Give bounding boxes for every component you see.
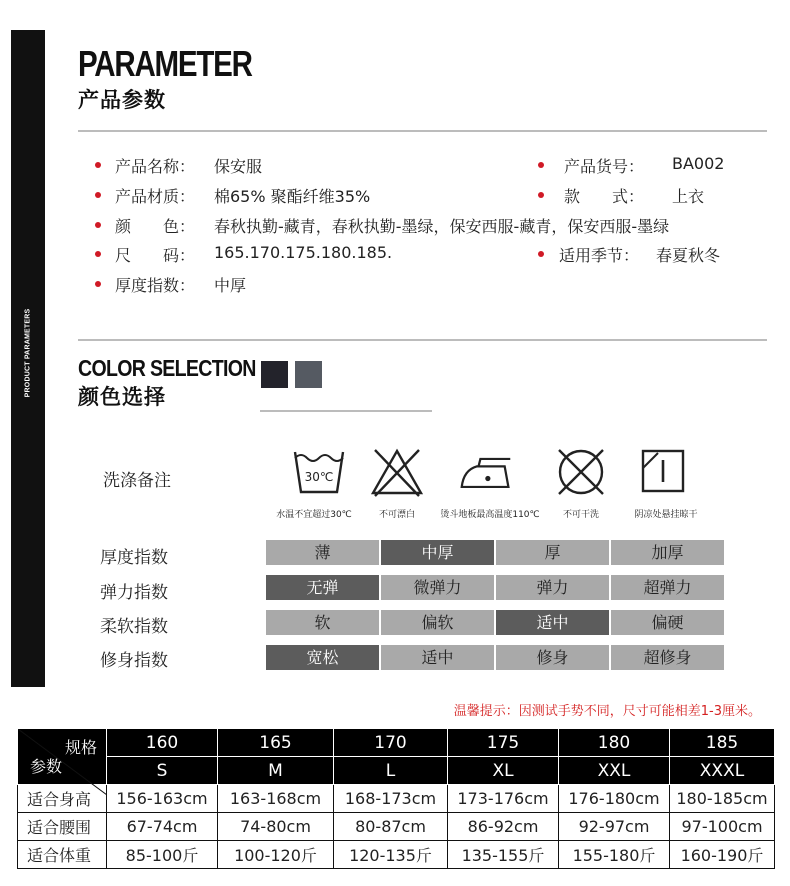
param-label: 产品材质：	[115, 187, 196, 206]
table-row	[18, 841, 775, 869]
param-value: 保安服	[214, 157, 263, 176]
side-label: PRODUCT PARAMETERS	[24, 308, 32, 398]
bullet-dot	[538, 251, 544, 257]
washing-label: 洗涤备注	[103, 471, 171, 491]
no-bleach-icon	[369, 446, 425, 498]
index-option: 超弹力	[611, 575, 724, 600]
bullet-dot	[95, 281, 101, 287]
param-label: 产品货号：	[564, 157, 645, 176]
wash-caption: 不可漂白	[378, 510, 416, 520]
bullet-dot	[95, 192, 101, 198]
param-value: 春夏秋冬	[656, 246, 721, 265]
table-cell: 168-173cm	[334, 785, 448, 813]
corner-header-bottom: 参数	[30, 757, 63, 776]
spec-cell: 185	[670, 729, 775, 757]
bullet-dot	[538, 162, 544, 168]
table-cell: 173-176cm	[448, 785, 559, 813]
spec-cell: 175	[448, 729, 559, 757]
index-option: 偏软	[381, 610, 494, 635]
row-header: 适合身高	[18, 785, 107, 813]
param-label: 产品名称：	[115, 157, 196, 176]
color-selection-title-en: COLOR SELECTION	[78, 355, 256, 381]
table-cell: 74-80cm	[218, 813, 334, 841]
color-swatch-navy[interactable]	[261, 361, 288, 388]
iron-icon	[458, 446, 514, 498]
index-label: 修身指数	[100, 651, 168, 671]
index-label: 柔软指数	[100, 617, 168, 637]
index-option: 微弹力	[381, 575, 494, 600]
spec-cell: 165	[218, 729, 334, 757]
index-label: 弹力指数	[100, 583, 168, 603]
parameter-title-cn: 产品参数	[78, 88, 166, 112]
index-option-selected: 宽松	[266, 645, 379, 670]
table-cell: 100-120斤	[218, 841, 334, 869]
bullet-dot	[95, 251, 101, 257]
wash-temp-text: 30℃	[304, 470, 334, 484]
table-row	[18, 813, 775, 841]
index-option: 修身	[496, 645, 609, 670]
bullet-dot	[538, 192, 544, 198]
corner-header-top: 规格	[64, 738, 97, 757]
table-row	[18, 729, 775, 757]
size-cell: M	[218, 757, 334, 785]
spec-cell: 180	[559, 729, 670, 757]
index-option-selected: 适中	[496, 610, 609, 635]
index-option: 薄	[266, 540, 379, 565]
wash-caption: 水温不宜超过30℃	[276, 510, 352, 520]
table-cell: 67-74cm	[107, 813, 218, 841]
swatch-underline	[260, 410, 432, 412]
row-header: 适合腰围	[18, 813, 107, 841]
param-label: 尺 码：	[115, 246, 196, 265]
color-selection-title-cn: 颜色选择	[78, 385, 166, 409]
table-cell: 135-155斤	[448, 841, 559, 869]
size-table	[17, 728, 775, 869]
table-row	[18, 757, 775, 785]
table-cell: 156-163cm	[107, 785, 218, 813]
index-label: 厚度指数	[100, 548, 168, 568]
parameter-title-en: PARAMETER	[78, 43, 252, 84]
divider	[78, 130, 767, 132]
table-cell: 86-92cm	[448, 813, 559, 841]
wash-30-icon	[291, 446, 347, 498]
spec-cell: 170	[334, 729, 448, 757]
bullet-dot	[95, 222, 101, 228]
index-option-selected: 中厚	[381, 540, 494, 565]
index-option: 软	[266, 610, 379, 635]
color-swatch-grey[interactable]	[295, 361, 322, 388]
param-value: 棉65% 聚酯纤维35%	[214, 187, 371, 206]
bullet-dot	[95, 162, 101, 168]
size-cell: L	[334, 757, 448, 785]
param-value: 165.170.175.180.185.	[214, 243, 393, 262]
param-value: BA002	[672, 154, 725, 173]
param-value: 上衣	[672, 187, 705, 206]
size-cell: XXXL	[670, 757, 775, 785]
table-cell: 80-87cm	[334, 813, 448, 841]
table-cell: 92-97cm	[559, 813, 670, 841]
table-cell: 160-190斤	[670, 841, 775, 869]
table-cell: 97-100cm	[670, 813, 775, 841]
size-cell: XXL	[559, 757, 670, 785]
size-cell: XL	[448, 757, 559, 785]
divider	[78, 339, 767, 341]
index-option: 适中	[381, 645, 494, 670]
index-option: 加厚	[611, 540, 724, 565]
size-tip: 温馨提示：因测试手势不同，尺寸可能相差1-3厘米。	[453, 704, 761, 719]
shade-dry-icon	[636, 446, 692, 498]
row-header: 适合体重	[18, 841, 107, 869]
table-cell: 155-180斤	[559, 841, 670, 869]
wash-caption: 烫斗地板最高温度110℃	[440, 510, 540, 520]
table-cell: 85-100斤	[107, 841, 218, 869]
param-label: 款 式：	[564, 187, 645, 206]
spec-cell: 160	[107, 729, 218, 757]
param-value: 春秋执勤-藏青，春秋执勤-墨绿，保安西服-藏青，保安西服-墨绿	[214, 217, 670, 236]
index-option: 厚	[496, 540, 609, 565]
index-option: 弹力	[496, 575, 609, 600]
no-dry-clean-icon	[553, 446, 609, 498]
param-value: 中厚	[214, 276, 247, 295]
param-label: 颜 色：	[115, 217, 196, 236]
table-row	[18, 785, 775, 813]
table-cell: 163-168cm	[218, 785, 334, 813]
wash-caption: 不可干洗	[562, 510, 600, 520]
wash-caption: 阴凉处悬挂晾干	[634, 510, 698, 520]
param-label: 厚度指数：	[115, 276, 196, 295]
table-corner-cell	[18, 729, 107, 785]
index-option: 偏硬	[611, 610, 724, 635]
index-option-selected: 无弹	[266, 575, 379, 600]
size-cell: S	[107, 757, 218, 785]
table-cell: 120-135斤	[334, 841, 448, 869]
param-label: 适用季节：	[559, 246, 640, 265]
index-option: 超修身	[611, 645, 724, 670]
table-cell: 180-185cm	[670, 785, 775, 813]
table-cell: 176-180cm	[559, 785, 670, 813]
